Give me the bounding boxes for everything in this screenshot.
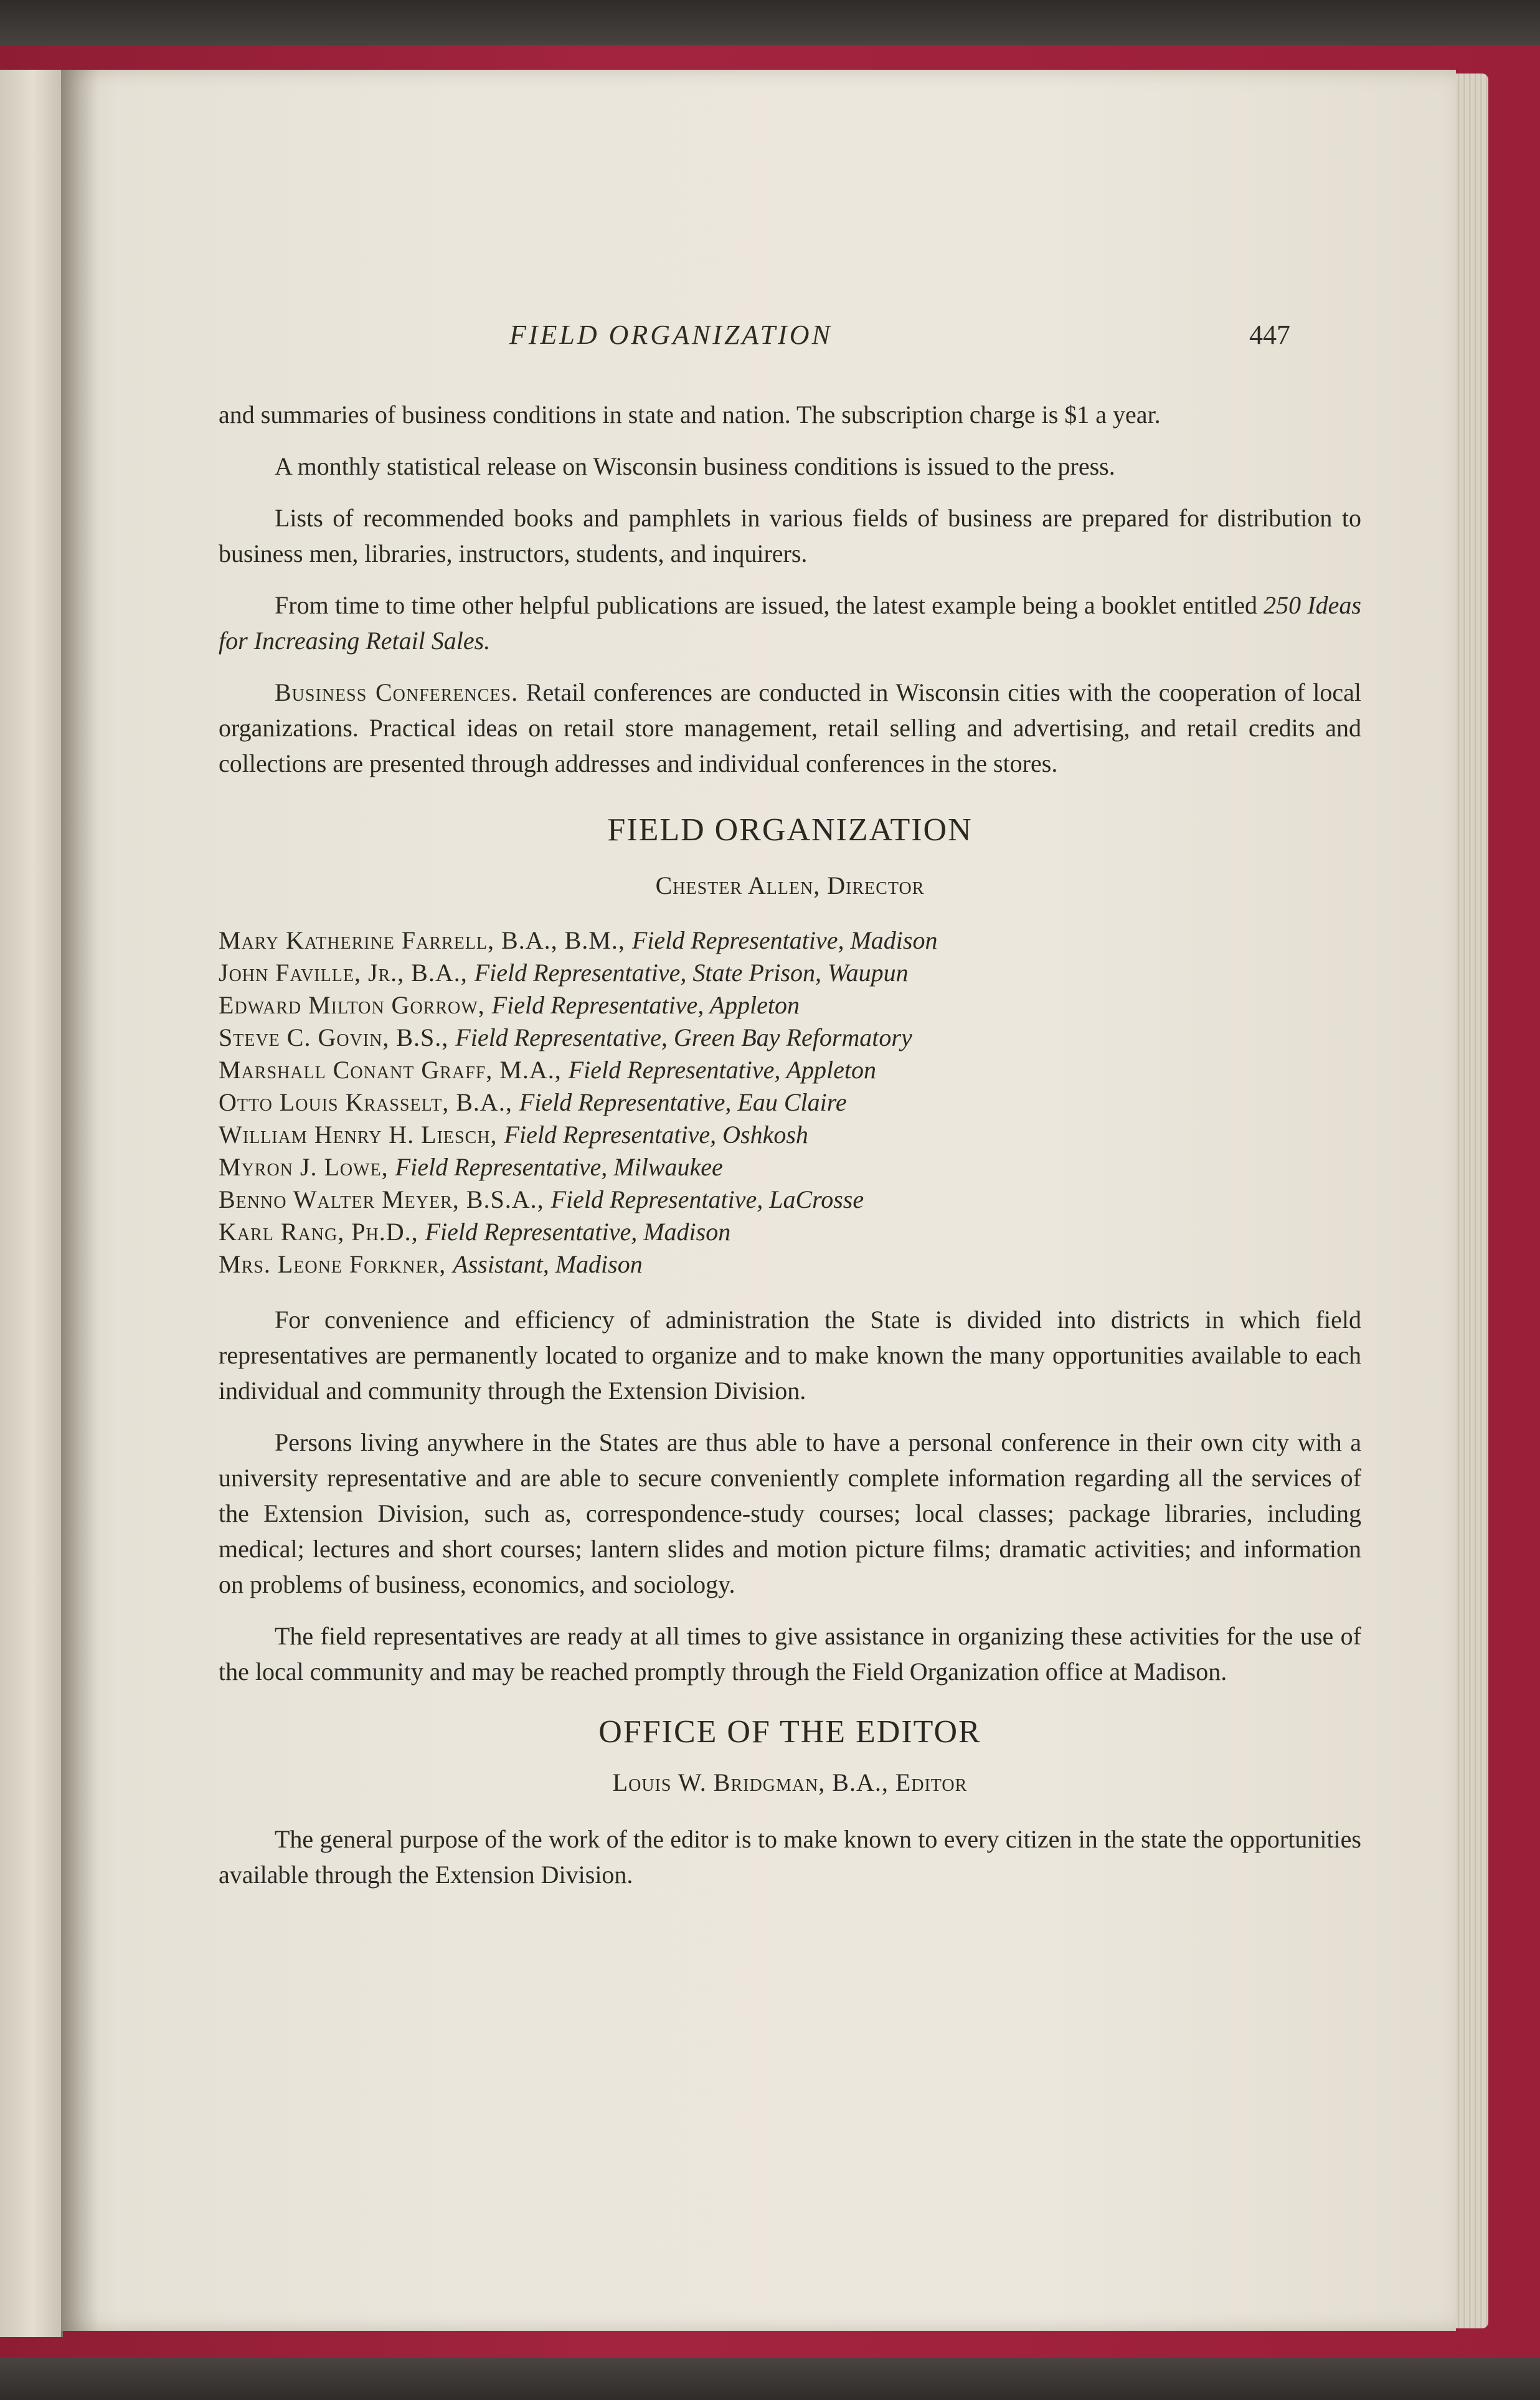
staff-role: Field Representative, LaCrosse xyxy=(550,1185,864,1213)
paragraph-text: From time to time other helpful publications are issued, the latest example being a booklet entitled xyxy=(275,591,1264,619)
staff-role: Field Representative, Madison xyxy=(425,1218,731,1246)
staff-role: Field Representative, Oshkosh xyxy=(504,1121,808,1149)
staff-entry xyxy=(219,1022,1361,1054)
booklet-title: 250 Ideas for Increasing Retail Sales. xyxy=(219,591,1362,655)
staff-entry xyxy=(219,1151,1361,1183)
staff-name: Karl Rang, Ph.D., xyxy=(219,1218,425,1246)
staff-entry xyxy=(219,1054,1361,1086)
paragraph xyxy=(219,675,1361,781)
gutter-shadow xyxy=(61,70,98,2331)
paragraph: For convenience and efficiency of administration the State is divided into districts in which field representatives are permanently located to organize and to make known the many opportunities available to each individual and community through the Extension Division. xyxy=(219,1306,1361,1405)
staff-name: Benno Walter Meyer, B.S.A., xyxy=(219,1185,551,1213)
staff-list xyxy=(219,924,1361,1281)
run-in-heading: Business Conferences. xyxy=(275,678,519,706)
staff-role: Field Representative, Green Bay Reformatory xyxy=(455,1023,912,1051)
paragraph: Lists of recommended books and pamphlets in various fields of business are prepared for distribution to business men, libraries, instructors, students, and inquirers. xyxy=(219,504,1361,567)
staff-entry xyxy=(219,1086,1361,1119)
staff-name: Otto Louis Krasselt, B.A., xyxy=(219,1088,519,1116)
staff-entry xyxy=(219,989,1361,1022)
staff-name: Mary Katherine Farrell, B.A., B.M., xyxy=(219,926,632,954)
staff-role: Field Representative, Appleton xyxy=(568,1056,877,1084)
staff-name: Edward Milton Gorrow, xyxy=(219,991,492,1019)
staff-role: Field Representative, State Prison, Waupun xyxy=(474,959,909,987)
staff-name: Marshall Conant Graff, M.A., xyxy=(219,1056,569,1084)
book-page xyxy=(61,70,1456,2331)
staff-name: William Henry H. Liesch, xyxy=(219,1121,504,1149)
paragraph: Persons living anywhere in the States are thus able to have a personal conference in their own city with a university representative and are able to secure conveniently complete information regarding all the services of the Extension Division, such as, correspondence-study courses; local classes; package libraries, including medical; lectures and short courses; lantern slides and motion picture films; dramatic activities; and information on problems of business, economics, and sociology. xyxy=(219,1428,1361,1598)
staff-entry xyxy=(219,1119,1361,1151)
scanner-background-bottom xyxy=(0,2358,1540,2400)
running-head xyxy=(61,319,1456,356)
staff-name: Mrs. Leone Forkner, xyxy=(219,1250,453,1278)
section-heading-field-organization: FIELD ORGANIZATION xyxy=(607,812,973,848)
page-number: 447 xyxy=(1249,320,1290,350)
paragraph-text: Retail conferences are conducted in Wisconsin cities with the cooperation of local organizations. Practical ideas on retail store management, retail selling and advertising, and retail credits and collections are presented through addresses and individual conferences in the stores. xyxy=(219,678,1361,777)
staff-entry xyxy=(219,957,1361,989)
staff-entry xyxy=(219,924,1361,957)
staff-name: John Faville, Jr., B.A., xyxy=(219,959,475,987)
staff-name: Myron J. Lowe, xyxy=(219,1153,395,1181)
staff-role: Assistant, Madison xyxy=(453,1250,643,1278)
facing-page-edge xyxy=(0,70,63,2337)
staff-name: Steve C. Govin, B.S., xyxy=(219,1023,456,1051)
paragraph xyxy=(219,587,1361,658)
paragraph: A monthly statistical release on Wisconsin business conditions is issued to the press. xyxy=(275,452,1115,480)
running-title: FIELD ORGANIZATION xyxy=(509,320,833,350)
paragraph: The general purpose of the work of the editor is to make known to every citizen in the state the opportunities available through the Extension Division. xyxy=(219,1825,1361,1889)
staff-role: Field Representative, Madison xyxy=(631,926,938,954)
section-heading-editor: OFFICE OF THE EDITOR xyxy=(598,1714,981,1750)
staff-entry xyxy=(219,1216,1361,1248)
paragraph: The field representatives are ready at all times to give assistance in organizing these activities for the use of the local community and may be reached promptly through the Field Organization office at Madison. xyxy=(219,1622,1361,1686)
scanner-background-top xyxy=(0,0,1540,50)
staff-role: Field Representative, Appleton xyxy=(491,991,800,1019)
director-line: Chester Allen, Director xyxy=(655,871,925,899)
staff-entry xyxy=(219,1183,1361,1216)
staff-role: Field Representative, Milwaukee xyxy=(395,1153,723,1181)
staff-entry xyxy=(219,1248,1361,1281)
paragraph: and summaries of business conditions in state and nation. The subscription charge is $1 a year. xyxy=(219,401,1161,429)
staff-role: Field Representative, Eau Claire xyxy=(519,1088,847,1116)
body-text xyxy=(219,397,1361,1909)
editor-line: Louis W. Bridgman, B.A., Editor xyxy=(612,1768,968,1796)
